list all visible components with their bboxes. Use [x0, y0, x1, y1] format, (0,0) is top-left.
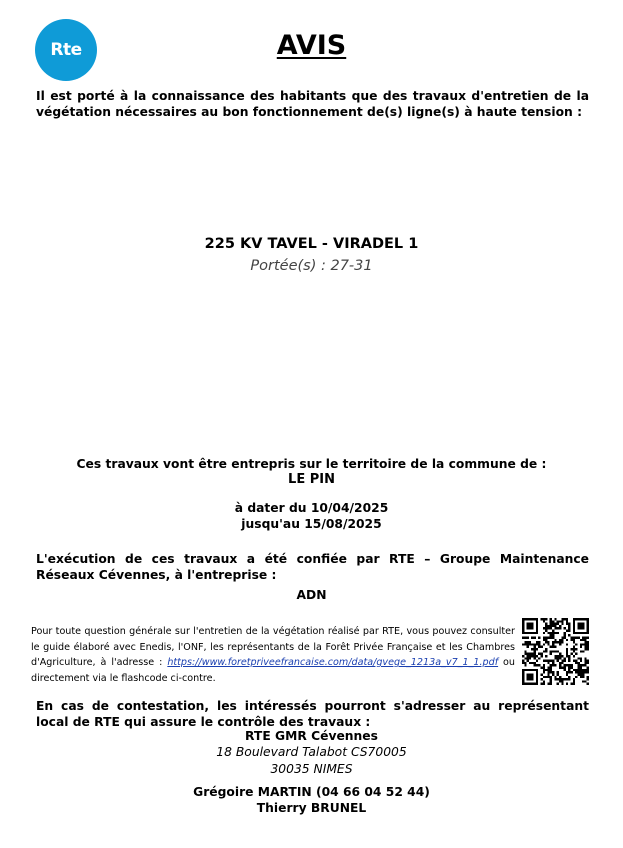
qr-code-icon[interactable] — [522, 618, 589, 685]
page-title: AVIS — [276, 30, 347, 61]
intro-paragraph: Il est porté à la connaissance des habitants que des travaux d'entretien de la végétation nécessaires au bon fonctionnement de(s) ligne(s) à haute tension : — [36, 89, 589, 119]
info-text-before: Pour toute question générale sur l'entretien de la végétation réalisé par RTE, vous pouvez consulter le guide élaboré avec Enedis, l'ONF, les représentants de la Forêt Privée Française et les Chambres d'Agriculture, à l'adresse : — [31, 626, 515, 668]
representative-address-line2: 30035 NIMES — [270, 762, 353, 776]
execution-paragraph: L'exécution de ces travaux a été confiée par RTE – Groupe Maintenance Réseaux Cévennes, à l'entreprise : — [36, 552, 589, 582]
commune-intro: Ces travaux vont être entrepris sur le territoire de la commune de : — [76, 457, 547, 471]
work-dates — [0, 500, 623, 532]
contestation-paragraph: En cas de contestation, les intéressés pourront s'adresser au représentant local de RTE qui assure le contrôle des travaux : — [36, 699, 589, 729]
contractor-name: ADN — [296, 588, 327, 602]
commune-name: LE PIN — [288, 472, 335, 487]
rte-logo-text: Rte — [50, 40, 82, 60]
power-line-name: 225 KV TAVEL - VIRADEL 1 — [204, 236, 419, 252]
representative-contact-1: Grégoire MARTIN (04 66 04 52 44) — [193, 785, 430, 799]
qr-code-graphic — [522, 618, 589, 685]
guide-link[interactable]: https://www.foretpriveefrancaise.com/data/gvege_1213a_v7_1_1.pdf — [167, 657, 499, 668]
representative-contact-2: Thierry BRUNEL — [256, 801, 367, 815]
info-text-after: ou directement via le flashcode ci-contre. — [31, 657, 516, 684]
representative-address-line1: 18 Boulevard Talabot CS70005 — [216, 745, 407, 759]
power-line-spans: Portée(s) : 27-31 — [250, 258, 373, 274]
start-date: à dater du 10/04/2025 — [234, 501, 389, 515]
representative-org: RTE GMR Cévennes — [245, 729, 378, 743]
end-date: jusqu'au 15/08/2025 — [241, 517, 382, 531]
info-paragraph — [31, 624, 515, 686]
